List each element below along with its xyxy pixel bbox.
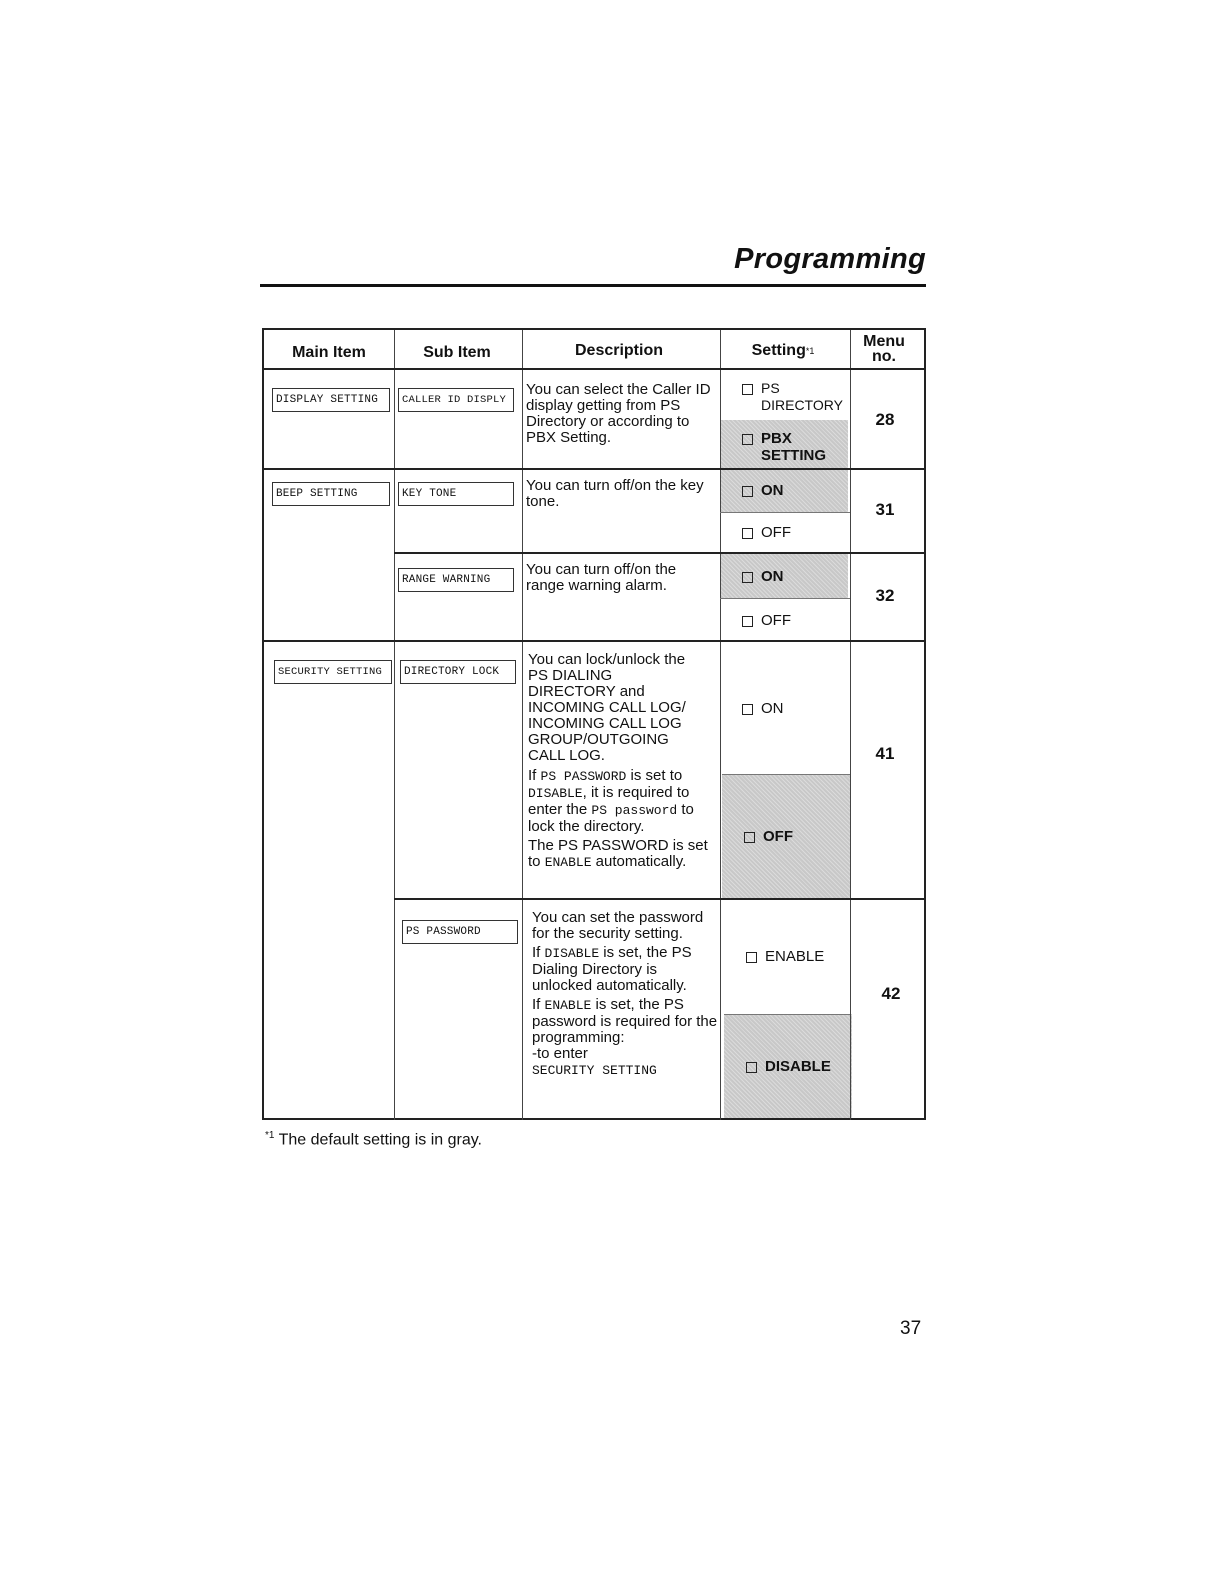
option-ps-password-disable-default [746,1058,831,1075]
row1-bottom-rule [264,468,924,470]
header-setting-label: Setting [751,342,806,359]
checkbox-icon [742,572,753,583]
checkbox-icon [742,704,753,715]
text-run: If [532,996,545,1013]
main-item-beep-setting: BEEP SETTING [272,482,390,506]
option-label: DISABLE [765,1058,831,1075]
col-divider-3 [720,330,721,1120]
sub-item-key-tone: KEY TONE [398,482,514,506]
row3-bottom-rule [264,640,924,642]
row4-bottom-rule [394,898,924,900]
programming-table [262,328,926,1120]
page-title: Programming [734,243,926,275]
description-paragraph-2 [532,945,718,994]
description-paragraph-1: You can lock/unlock the PS DIALING DIRECTORY and INCOMING CALL LOG/ INCOMING CALL LOG GROUP/OUTGOING CALL LOG. [528,651,686,764]
option-label: OFF [763,828,793,845]
header-setting [718,332,848,370]
sub-item-range-warning: RANGE WARNING [398,568,514,592]
header-description: Description [574,342,663,359]
row4-setting-split [722,774,850,775]
default-cell-key-tone-on [720,470,848,512]
header-main-item: Main Item [292,344,366,361]
description-range-warning: You can turn off/on the range warning alarm. [526,561,677,594]
footnote [265,1130,482,1149]
checkbox-icon [742,434,753,445]
option-range-warning-on-default [742,568,784,585]
option-label: OFF [761,524,791,541]
option-ps-directory [742,380,842,414]
checkbox-icon [742,528,753,539]
text-run: is set, the PS Dialing Directory is unlocked automatically. [532,944,692,994]
option-label: ON [761,568,784,585]
option-ps-password-enable [746,948,824,965]
option-label: PS DIRECTORY [761,380,843,413]
col-divider-2 [522,330,523,1120]
text-run: If [532,944,545,961]
option-label: ENABLE [765,948,825,965]
option-label: ON [761,700,784,717]
sub-item-ps-password: PS PASSWORD [402,920,518,944]
checkbox-icon [746,952,757,963]
option-label: OFF [761,612,791,629]
option-key-tone-on-default [742,482,784,499]
col-divider-1 [394,330,395,1120]
header-rule [260,284,926,287]
row2-setting-split [720,512,850,513]
option-label: ON [761,482,784,499]
menu-no-32: 32 [875,586,895,605]
header-setting-footnote-mark: *1 [805,346,815,356]
text-run: -to enter [532,1045,588,1062]
checkbox-icon [744,832,755,843]
main-item-display-setting: DISPLAY SETTING [272,388,390,412]
header-bottom-rule [264,368,924,370]
text-run: is set to [626,767,683,784]
text-run: If [528,767,541,784]
checkbox-icon [742,384,753,395]
default-cell-range-warning-on [720,554,848,598]
text-run: The PS PASSWORD is set to [528,837,708,870]
text-run: DISABLE [544,946,600,961]
option-pbx-setting-default [742,430,842,464]
option-directory-lock-on [742,700,784,717]
text-run: PS PASSWORD [540,769,627,784]
header-menu-no-line2: no. [872,348,896,365]
text-run: is set, the PS password is required for the programming: [532,996,718,1046]
text-run: ENABLE [544,998,592,1013]
description-caller-id: You can select the Caller ID display getting from PS Directory or according to PBX Setting. [526,381,711,446]
menu-no-42: 42 [881,984,901,1003]
main-item-security-setting: SECURITY SETTING [274,660,392,684]
description-paragraph-2 [528,768,714,835]
description-paragraph-3 [532,997,718,1079]
option-directory-lock-off-default [744,828,793,845]
description-paragraph-1: You can set the password for the security setting. [532,909,704,942]
header-menu-no [850,330,918,368]
header-sub-item: Sub Item [423,344,491,361]
text-run: DISABLE [528,786,583,801]
description-paragraph-3 [528,838,714,871]
text-run: , it is required to enter the [528,784,690,818]
row5-setting-split [724,1014,850,1015]
option-label: PBX SETTING [761,430,827,464]
option-key-tone-off [742,524,791,541]
row3-setting-split [720,598,850,599]
col-divider-4 [850,330,851,1120]
text-run: ENABLE [544,855,592,870]
text-run: SECURITY SETTING [532,1063,657,1078]
menu-no-31: 31 [875,500,895,519]
checkbox-icon [742,616,753,627]
header-menu-no-line1: Menu [863,333,905,350]
checkbox-icon [742,486,753,497]
footnote-text: The default setting is in gray. [274,1131,482,1149]
page-number: 37 [900,1318,922,1339]
description-directory-lock [528,652,714,874]
text-run: to lock the directory. [528,801,694,835]
checkbox-icon [746,1062,757,1073]
sub-item-directory-lock: DIRECTORY LOCK [400,660,516,684]
text-run: automatically. [591,853,687,870]
menu-no-41: 41 [875,744,895,763]
footnote-mark: *1 [265,1130,275,1141]
row2-bottom-rule [394,552,924,554]
sub-item-caller-id-disply: CALLER ID DISPLY [398,388,514,412]
option-range-warning-off [742,612,791,629]
description-ps-password [532,910,718,1082]
text-run: PS password [591,803,678,818]
menu-no-28: 28 [875,410,895,429]
description-key-tone: You can turn off/on the key tone. [526,477,704,510]
